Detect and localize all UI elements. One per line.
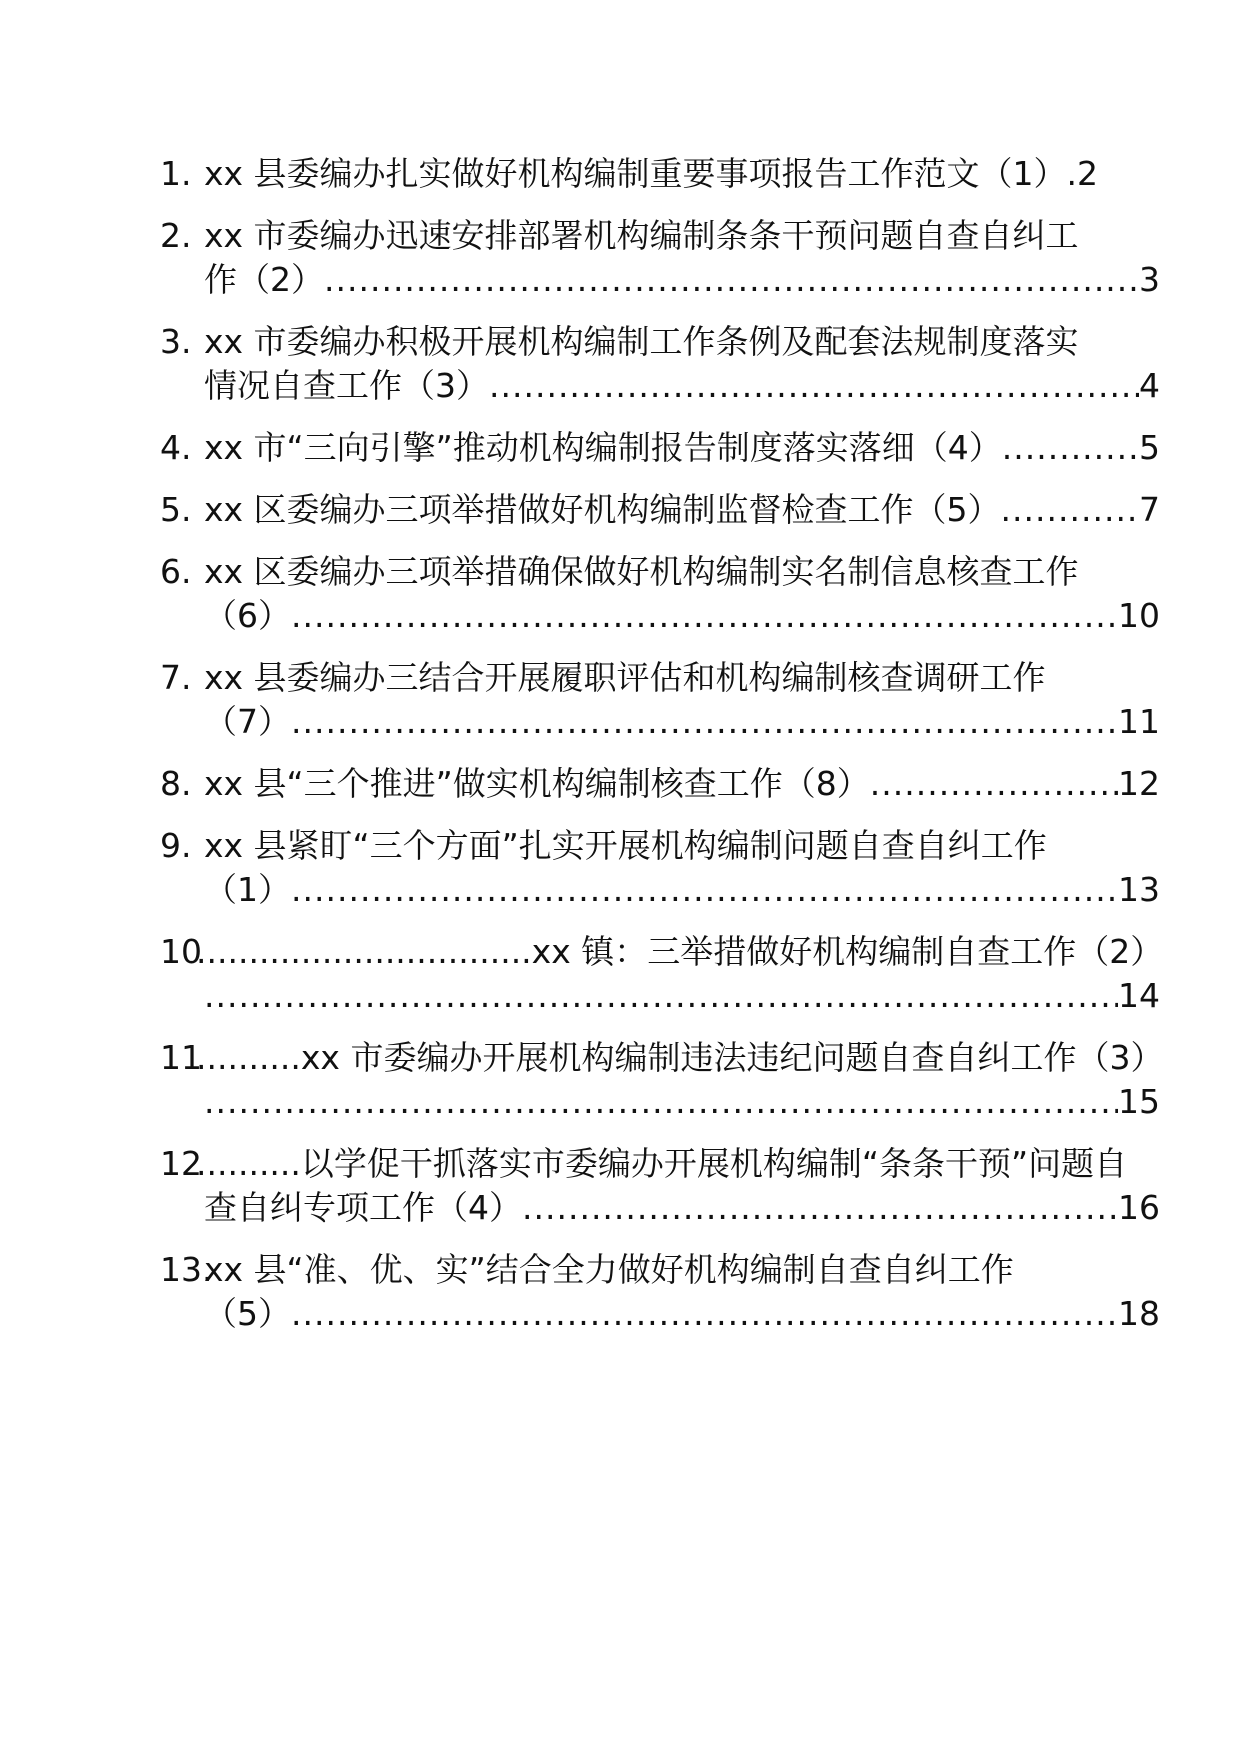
toc-leader-dots [1002,426,1139,470]
toc-entry[interactable] [160,488,1160,532]
toc-entry[interactable] [160,550,1160,638]
toc-entry-number: 6. [160,552,192,591]
toc-entry-page: 4 [1139,366,1160,405]
toc-entry-line [204,1292,1160,1336]
toc-entry-line [204,214,1160,258]
toc-entry[interactable] [160,824,1160,912]
toc-leader-dots [291,700,1118,744]
toc-leader-dots [489,364,1139,408]
toc-entry-title: ..........xx 市委编办开展机构编制违法违纪问题自查自纠工作（3） [196,1038,1164,1077]
toc-entry-page: 10 [1118,596,1160,635]
toc-leader-dots [870,762,1118,806]
toc-entry-title: ..........以学促干抓落实市委编办开展机构编制“条条干预”问题自 [196,1144,1128,1183]
toc-entry-page: 15 [1118,1082,1160,1121]
toc-entry[interactable] [160,426,1160,470]
toc-entry-page: 18 [1118,1294,1160,1333]
toc-entry-title-cont: 作（2） [204,260,324,299]
toc-entry-line [204,762,1160,806]
toc-entry[interactable] [160,1142,1160,1230]
toc-entry-title: xx 区委编办三项举措确保做好机构编制实名制信息核查工作 [204,552,1079,591]
toc-entry-line [204,974,1160,1018]
table-of-contents [160,152,1164,1354]
toc-entry-title: xx 市“三向引擎”推动机构编制报告制度落实落细（4） [204,428,1002,467]
toc-entry-line [204,1080,1160,1124]
toc-entry-title-cont: （1） [204,870,291,909]
toc-entry-title-cont: （5） [204,1294,291,1333]
toc-entry-title: xx 县紧盯“三个方面”扎实开展机构编制问题自查自纠工作 [204,826,1047,865]
toc-entry-page: 14 [1118,976,1160,1015]
toc-entry-line [204,426,1160,470]
toc-entry-line [204,152,1160,196]
toc-entry-page: 13 [1118,870,1160,909]
toc-entry-line [204,488,1160,532]
toc-entry[interactable] [160,152,1160,196]
toc-entry-line [204,1248,1160,1292]
toc-entry-page: 11 [1118,702,1160,741]
toc-leader-dots [291,1292,1118,1336]
toc-entry-number: 13. [160,1250,213,1289]
toc-entry-line [204,656,1160,700]
toc-entry[interactable] [160,762,1160,806]
toc-entry[interactable] [160,214,1160,302]
toc-entry-title: xx 区委编办三项举措做好机构编制监督检查工作（5） [204,490,1001,529]
toc-entry[interactable] [160,1248,1160,1336]
toc-entry-title: ................................xx 镇：三举措做好机构编制自查工作（2） [196,932,1164,971]
toc-entry-title-cont: （6） [204,596,291,635]
toc-entry-title: xx 县委编办三结合开展履职评估和机构编制核查调研工作 [204,658,1046,697]
toc-entry-title: xx 县“三个推进”做实机构编制核查工作（8） [204,764,870,803]
toc-entry-page: 7 [1139,490,1160,529]
toc-leader-dots [204,974,1118,1018]
toc-entry-number: 12 [160,1144,202,1183]
toc-entry-line [196,930,1164,974]
toc-entry-line [204,594,1160,638]
toc-entry-line [204,258,1160,302]
toc-entry-line [204,1186,1160,1230]
toc-entry-title-cont: 查自纠专项工作（4） [204,1188,522,1227]
toc-entry-number: 8. [160,764,192,803]
toc-entry-line [204,824,1160,868]
toc-entry-line [196,1036,1164,1080]
toc-entry-number: 11 [160,1038,202,1077]
toc-entry-number: 3. [160,322,192,361]
toc-entry-title-cont: （7） [204,702,291,741]
toc-entry-number: 5. [160,490,192,529]
toc-entry-number: 9. [160,826,192,865]
toc-entry-number: 1. [160,154,192,193]
toc-entry-title: xx 县“准、优、实”结合全力做好机构编制自查自纠工作 [204,1250,1014,1289]
toc-leader-dots [291,868,1118,912]
toc-leader-dots [324,258,1139,302]
toc-entry[interactable] [160,656,1160,744]
toc-entry-line [196,1142,1160,1186]
toc-entry-line [204,320,1160,364]
toc-entry-line [204,550,1160,594]
toc-entry-number: 4. [160,428,192,467]
toc-entry-title-cont: 情况自查工作（3） [204,366,489,405]
toc-entry-number: 10 [160,932,202,971]
toc-entry-line [204,364,1160,408]
toc-leader-dots [522,1186,1118,1230]
toc-leader-dots [204,1080,1118,1124]
toc-entry-page: 12 [1118,764,1160,803]
toc-entry-page: 3 [1139,260,1160,299]
toc-entry-number: 7. [160,658,192,697]
toc-entry-line [204,700,1160,744]
toc-entry-title: xx 市委编办积极开展机构编制工作条例及配套法规制度落实 [204,322,1079,361]
toc-leader-dots [1001,488,1139,532]
toc-entry[interactable] [160,930,1164,1018]
toc-entry-page: 5 [1139,428,1160,467]
toc-entry[interactable] [160,1036,1164,1124]
toc-entry[interactable] [160,320,1160,408]
toc-entry-title: xx 市委编办迅速安排部署机构编制条条干预问题自查自纠工 [204,216,1079,255]
toc-entry-number: 2. [160,216,192,255]
toc-entry-page: .2 [1066,154,1099,193]
toc-entry-page: 16 [1118,1188,1160,1227]
toc-entry-title: xx 县委编办扎实做好机构编制重要事项报告工作范文（1） [204,154,1067,193]
toc-leader-dots [291,594,1118,638]
toc-entry-line [204,868,1160,912]
